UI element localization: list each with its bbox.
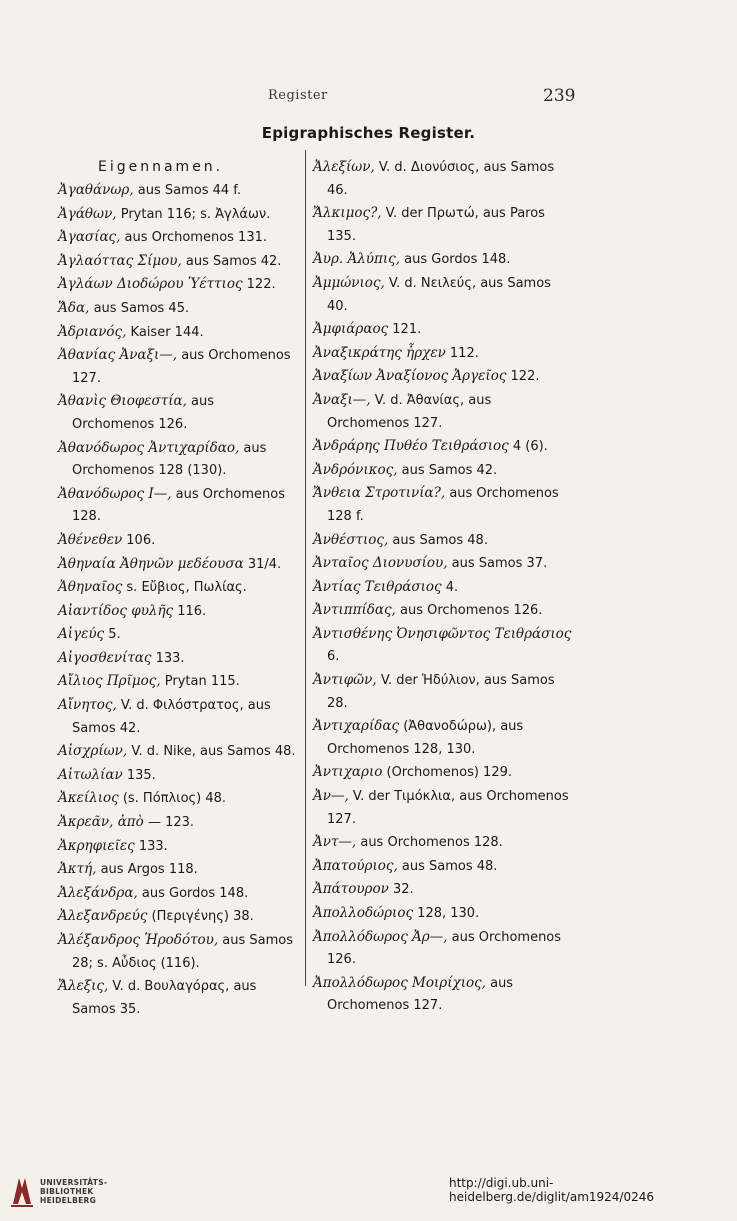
entry-greek-name: Ἀντιππίδας, — [313, 602, 396, 619]
register-entry — [58, 929, 296, 975]
entry-reference: aus Orchomenos 126. — [327, 929, 562, 968]
entry-reference: V. der Πρωτώ, aus Paros 135. — [327, 206, 545, 244]
entry-greek-name: Αἴνητος, — [58, 697, 117, 714]
entry-greek-name: Ἀλέξανδρος Ἡροδότου, — [58, 932, 219, 948]
entry-reference: aus Samos 28; s. Αὖδιος (116). — [72, 933, 294, 971]
entry-reference: aus Argos 118. — [96, 862, 198, 878]
entry-reference: aus Samos 37. — [447, 556, 548, 572]
register-entry — [313, 459, 575, 483]
register-entry — [313, 761, 575, 785]
university-library-logo-icon[interactable] — [9, 1174, 35, 1208]
entry-greek-name: Ἀπολλόδωρος Μοιρίχιος, — [313, 974, 486, 991]
entry-greek-name: Ἀγαθάνωρ, — [58, 182, 134, 198]
entry-greek-name: Ἀθανίας Ἀναξι—, — [58, 347, 178, 364]
entry-greek-name: Ἀλεξανδρεύς — [58, 908, 148, 925]
register-entry — [58, 694, 296, 740]
register-entry — [58, 529, 296, 553]
register-entry — [313, 529, 575, 553]
entry-reference: aus Samos 45. — [89, 300, 190, 316]
entry-greek-name: Ἀκείλιος — [58, 790, 119, 807]
entry-greek-name: Αἰαντίδος φυλῆς — [58, 602, 174, 619]
entry-greek-name: Ἀθηναία Ἀθηνῶν μεδέουσα — [58, 555, 244, 572]
entry-greek-name: Ἀκρηφιεῖες — [58, 837, 135, 854]
entry-greek-name: Ἀντ—, — [313, 834, 357, 851]
entry-greek-name: Ἀκρεᾶν, ἀπὸ — [58, 814, 144, 831]
register-entry — [313, 715, 575, 761]
entry-greek-name: Ἀκτή, — [58, 861, 97, 878]
register-entry — [58, 882, 296, 906]
register-entry — [58, 344, 296, 390]
register-entry — [58, 179, 296, 203]
entry-greek-name: Ἀπάτουρον — [313, 881, 389, 898]
entry-reference: V. d. Βουλαγόρας, aus Samos 35. — [72, 979, 257, 1017]
register-entry — [58, 250, 296, 274]
logo-line: HEIDELBERG — [40, 1196, 97, 1205]
register-entry — [58, 390, 296, 436]
register-entry — [313, 878, 575, 902]
register-entry — [313, 972, 575, 1018]
entry-greek-name: Ἀγλαόττας Σίμου, — [58, 252, 182, 269]
entry-greek-name: Ἀνθέστιος, — [313, 531, 389, 548]
register-entry — [313, 435, 575, 459]
source-url-link[interactable]: http://digi.ub.uni-heidelberg.de/diglit/am1924/0246 — [449, 1176, 655, 1204]
entry-greek-name: Ἄδα, — [58, 299, 90, 316]
entry-greek-name: Ἀδριανός, — [58, 323, 127, 340]
entry-reference: s. Εὔβιος, Πωλίας. — [122, 580, 247, 596]
entry-greek-name: Αἰγοσθενίτας — [58, 649, 152, 666]
entry-greek-name: Ἀπολλόδωρος Ἀρ—, — [313, 928, 448, 945]
register-entry — [58, 576, 296, 600]
entry-greek-name: Ἀντισθένης Ὀνησιφῶντος Τειθράσιος — [313, 625, 572, 642]
entry-greek-name: Ἀμφιάραος — [313, 321, 389, 338]
register-entry — [58, 647, 296, 671]
entry-reference: 4 (6). — [508, 439, 548, 455]
entry-greek-name: Ἀντιφῶν, — [313, 672, 377, 689]
register-entry — [313, 342, 575, 366]
register-entry — [58, 975, 296, 1021]
entry-reference: aus Samos 48. — [397, 858, 498, 874]
register-entry — [313, 482, 575, 528]
register-entry — [313, 318, 575, 342]
entry-greek-name: Ἀντίας Τειθράσιος — [313, 578, 442, 595]
entry-reference: V. der Ἡδύλιον, aus Samos 28. — [327, 673, 555, 711]
left-entry-list — [58, 179, 296, 1021]
entry-reference: 116. — [173, 603, 207, 619]
register-entry — [58, 905, 296, 929]
entry-reference: aus Orchomenos 127. — [327, 975, 514, 1014]
entry-greek-name: Ἀλεξάνδρα, — [58, 884, 138, 901]
entry-greek-name: Ἀμμώνιος, — [313, 274, 385, 291]
entry-reference: aus Gordos 148. — [137, 885, 249, 901]
entry-greek-name: Αἰσχρίων, — [58, 743, 128, 760]
entry-reference: (s. Πόπλιος) 48. — [118, 791, 227, 807]
entry-reference: 133. — [134, 838, 168, 854]
entry-greek-name: Αἰτωλίαν — [58, 766, 123, 783]
entry-greek-name: Ἀνταῖος Διονυσίου, — [313, 555, 448, 572]
page-header — [0, 86, 737, 110]
entry-reference: aus Samos 42. — [397, 462, 498, 478]
entry-reference: aus Gordos 148. — [400, 252, 511, 268]
entry-greek-name: Ἄνθεια Στροτινία?, — [313, 485, 446, 502]
register-entry — [58, 600, 296, 624]
register-entry — [313, 156, 575, 202]
page-footer — [0, 1168, 737, 1221]
right-entry-list — [313, 156, 575, 1018]
register-entry — [313, 552, 575, 576]
register-title: Epigraphisches Register. — [261, 124, 476, 142]
entry-reference: 128, 130. — [413, 906, 480, 921]
register-entry — [58, 835, 296, 859]
register-entry — [313, 365, 575, 389]
entry-reference: 122. — [242, 277, 276, 293]
entry-greek-name: Ἀγάθων, — [58, 205, 117, 222]
entry-reference: aus Samos 44 f. — [133, 183, 242, 198]
entry-greek-name: Ἄλκιμος?, — [313, 205, 382, 222]
entry-reference: 122. — [506, 369, 540, 385]
register-entry — [313, 785, 575, 831]
entry-reference: 4. — [441, 579, 459, 595]
entry-reference: 32. — [388, 882, 414, 898]
entry-reference: V. der Τιμόκλια, aus Orchomenos 127. — [327, 789, 569, 827]
entry-reference: — 123. — [143, 815, 195, 831]
entry-greek-name: Ἀγλάων Διοδώρου Ὑέττιος — [58, 276, 243, 293]
register-entry — [313, 599, 575, 623]
page-number: 239 — [543, 86, 576, 106]
register-entry — [58, 437, 296, 483]
entry-reference: (Orchomenos) 129. — [382, 765, 512, 781]
entry-reference: 106. — [122, 532, 156, 548]
entry-reference: 6. — [327, 649, 340, 665]
entry-reference: (Περιγένης) 38. — [147, 909, 254, 925]
entry-greek-name: Ἀναξίων Ἀναξίονος Ἀργεῖος — [313, 368, 507, 385]
logo-line: BIBLIOTHEK — [40, 1187, 94, 1196]
left-column — [58, 156, 296, 1021]
register-entry — [58, 483, 296, 529]
entry-reference: aus Samos 48. — [388, 532, 488, 548]
entry-reference: aus Orchomenos 127. — [72, 348, 291, 386]
register-entry — [313, 855, 575, 879]
entry-reference: aus Orchomenos 126. — [72, 394, 215, 432]
entry-greek-name: Ἀθανόδωρος Ι—, — [58, 485, 172, 502]
entry-reference: aus Samos 42. — [181, 253, 282, 269]
register-entry — [58, 740, 296, 764]
register-entry — [58, 226, 296, 250]
register-entry — [58, 623, 296, 647]
entry-greek-name: Ἀντιχαριο — [313, 764, 383, 781]
register-entry — [313, 576, 575, 600]
register-entry — [58, 787, 296, 811]
register-entry — [58, 321, 296, 345]
entry-reference: Kaiser 144. — [126, 324, 204, 340]
register-entry — [58, 553, 296, 577]
entry-reference: (Ἀθανοδώρω), aus Orchomenos 128, 130. — [327, 719, 524, 757]
entry-reference: aus Orchomenos 128. — [356, 835, 503, 851]
register-entry — [313, 202, 575, 248]
entry-reference: V. d. Ἀθανίας, aus Orchomenos 127. — [327, 392, 492, 431]
register-entry — [313, 623, 575, 669]
register-entry — [313, 902, 575, 926]
register-entry — [313, 831, 575, 855]
register-entry — [58, 764, 296, 788]
entry-greek-name: Ἀν—, — [313, 788, 349, 805]
entry-reference: 135. — [122, 767, 156, 783]
register-entry — [313, 669, 575, 715]
entry-greek-name: Ἀυρ. Ἀλύπις, — [313, 251, 401, 268]
entry-reference: 112. — [445, 345, 479, 361]
entry-greek-name: Ἀλεξίων, — [313, 159, 375, 175]
entry-reference: Prytan 116; s. Ἀγλάων. — [116, 206, 271, 222]
entry-greek-name: Ἀνδρόνικος, — [313, 461, 398, 478]
entry-greek-name: Ἀθένεθεν — [58, 531, 123, 548]
entry-greek-name: Ἀθανόδωρος Ἀντιχαρίδαο, — [58, 439, 240, 456]
running-head: Register — [268, 88, 328, 103]
register-entry — [58, 203, 296, 227]
register-entry — [58, 273, 296, 297]
entry-greek-name: Ἀπολλοδώριος — [313, 905, 414, 921]
entry-greek-name: Ἄλεξις, — [58, 978, 109, 995]
entry-greek-name: Ἀθανὶς Θιοφεστία, — [58, 393, 187, 410]
register-entry — [58, 811, 296, 835]
entry-greek-name: Ἀπατούριος, — [313, 857, 398, 874]
section-heading: Eigennamen. — [98, 159, 224, 175]
entry-greek-name: Ἀγασίας, — [58, 229, 121, 246]
entry-greek-name: Αἰγεύς — [58, 626, 105, 643]
entry-reference: V. d. Nike, aus Samos 48. — [127, 744, 296, 760]
logo-line: UNIVERSITÄTS- — [40, 1178, 108, 1187]
entry-reference: 31/4. — [243, 556, 282, 572]
entry-reference: 133. — [151, 650, 185, 666]
entry-reference: aus Orchomenos 128 f. — [327, 486, 559, 524]
entry-reference: Prytan 115. — [160, 674, 240, 690]
library-logo-text — [40, 1178, 107, 1205]
entry-greek-name: Ἀνδράρης Πυθέο Τειθράσιος — [313, 438, 509, 455]
entry-reference: 5. — [104, 627, 121, 643]
register-entry — [58, 297, 296, 321]
register-entry — [313, 272, 575, 318]
entry-reference: V. d. Διονύσιος, aus Samos 46. — [327, 160, 555, 198]
right-column — [313, 156, 575, 1018]
entry-reference: V. d. Νειλεύς, aus Samos 40. — [327, 275, 551, 314]
entry-greek-name: Αἴλιος Πρῖμος, — [58, 673, 161, 690]
entry-reference: aus Orchomenos 126. — [395, 603, 543, 619]
entry-greek-name: Ἀναξι—, — [313, 391, 371, 408]
entry-reference: aus Orchomenos 128. — [72, 486, 286, 525]
entry-reference: 121. — [388, 322, 422, 338]
entry-greek-name: Ἀντιχαρίδας — [313, 718, 400, 735]
register-entry — [313, 389, 575, 435]
entry-reference: aus Orchomenos 128 (130). — [72, 440, 267, 479]
column-divider — [305, 150, 306, 986]
entry-reference: aus Orchomenos 131. — [120, 230, 268, 246]
entry-greek-name: Ἀναξικράτης ἦρχεν — [313, 344, 446, 361]
register-entry — [313, 248, 575, 272]
register-entry — [313, 926, 575, 972]
register-entry — [58, 858, 296, 882]
entry-reference: V. d. Φιλόστρατος, aus Samos 42. — [72, 698, 271, 736]
entry-greek-name: Ἀθηναῖος — [58, 579, 123, 596]
register-entry — [58, 670, 296, 694]
